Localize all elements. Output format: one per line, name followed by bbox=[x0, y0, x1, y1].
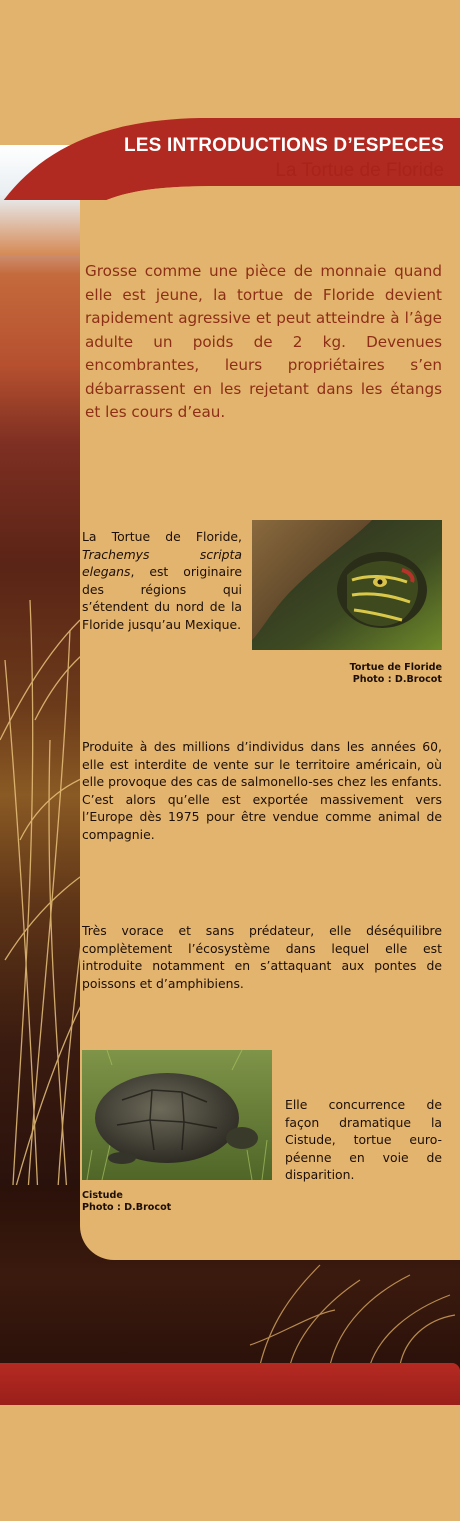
photo2-caption-credit: Photo : D.Brocot bbox=[82, 1202, 172, 1213]
ecosystem-paragraph: Très vorace et sans prédateur, elle déséquilibre complètement l’écosystème dans lequel elle est introduite notamment en s’attaquant aux pontes de poissons et d’amphibiens. bbox=[82, 923, 442, 991]
photo2-caption-title: Cistude bbox=[82, 1190, 123, 1201]
photo1-caption-title: Tortue de Floride bbox=[349, 662, 442, 673]
origin-paragraph bbox=[82, 528, 242, 634]
history-paragraph: Produite à des millions d’individus dans les années 60, elle est interdite de vente sur le territoire américain, où elle provoque des cas de salmonello-ses chez les enfants. C’est alors qu’elle est exportée massivement vers l’Europe dès 1975 pour être vendue comme animal de compagnie. bbox=[82, 739, 442, 842]
competition-paragraph: Elle concurrence de façon dramatique la Cistude, tortue euro-péenne en voie de disparition. bbox=[285, 1097, 442, 1183]
origin-lead: La Tortue de Floride, bbox=[82, 529, 242, 544]
bottom-red-bar bbox=[0, 1363, 460, 1405]
species-name: Trachemys scripta elegans bbox=[82, 546, 242, 580]
page-subtitle: La Tortue de Floride bbox=[275, 160, 444, 181]
cistude-photo bbox=[82, 1050, 272, 1180]
intro-paragraph: Grosse comme une pièce de monnaie quand elle est jeune, la tortue de Floride devient rapidement agressive et peut atteindre à l’âge adulte un poids de 2 kg. Devenues encombrantes, leurs propriétaires s’en débarrassent en les rejetant dans les étangs et les cours d’eau. bbox=[85, 262, 442, 421]
page-title: LES INTRODUCTIONS D’ESPECES bbox=[124, 135, 444, 156]
origin-rest: , est originaire des régions qui s’étendent du nord de la Floride jusqu’au Mexique. bbox=[82, 564, 242, 632]
bottom-grass bbox=[240, 1255, 460, 1365]
photo1-caption-credit: Photo : D.Brocot bbox=[352, 674, 442, 685]
photo1-caption bbox=[350, 662, 442, 686]
photo2-caption bbox=[82, 1190, 171, 1214]
florida-turtle-photo bbox=[252, 520, 442, 650]
